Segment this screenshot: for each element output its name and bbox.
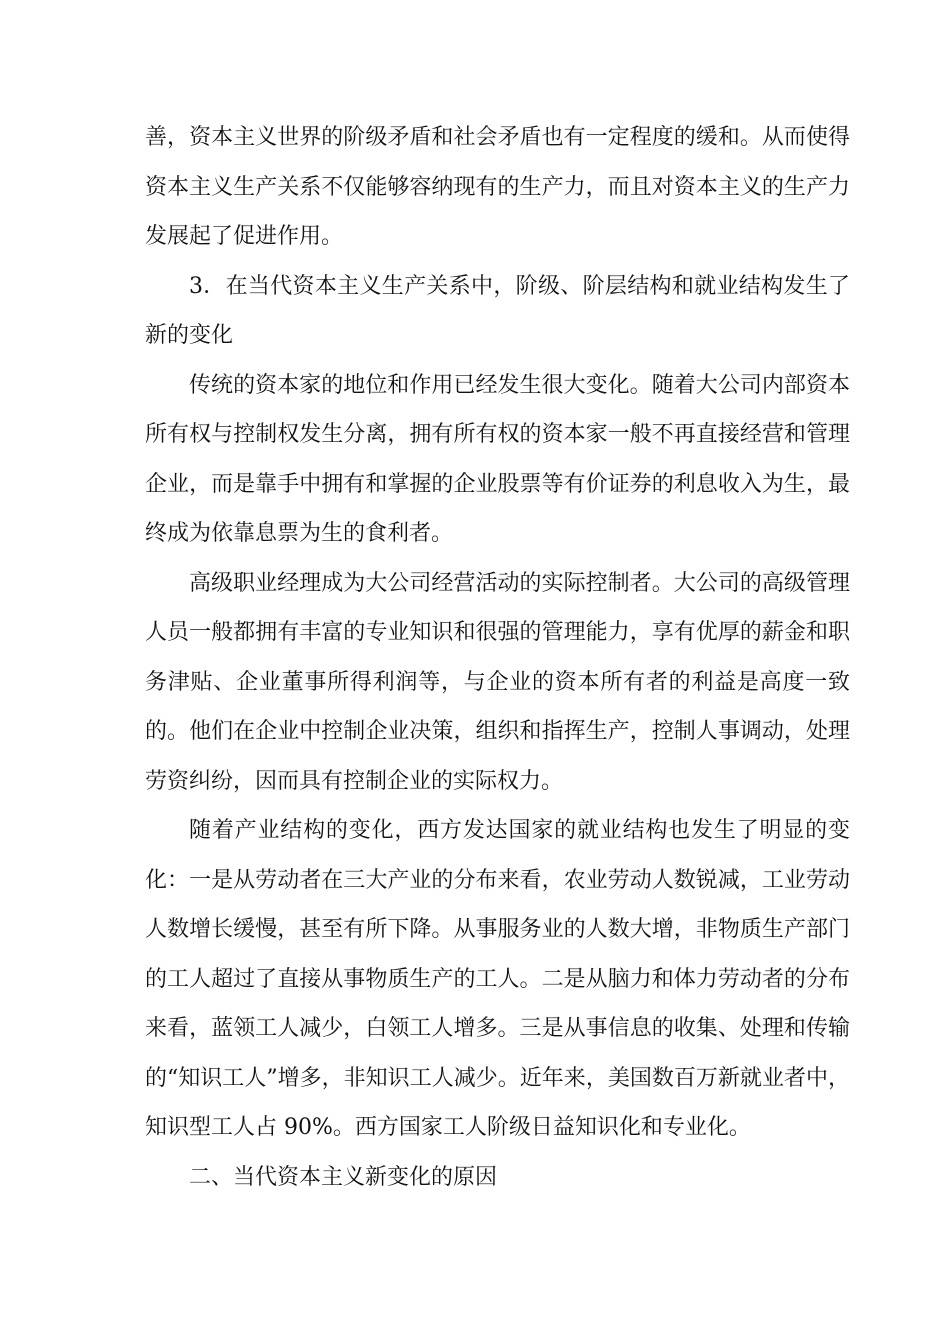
paragraph-capitalists: 传统的资本家的地位和作用已经发生很大变化。随着大公司内部资本所有权与控制权发生分离，拥有所有权的资本家一般不再直接经营和管理企业，而是靠手中拥有和掌握的企业股票等有价证券的利息收入为生，最终成为依靠息票为生的食利者。 xyxy=(145,372,850,546)
paragraph-employment: 随着产业结构的变化，西方发达国家的就业结构也发生了明显的变化：一是从劳动者在三大产业的分布来看，农业劳动人数锐减，工业劳动人数增长缓慢，甚至有所下降。从事服务业的人数大增，非物质生产部门的工人超过了直接从事物质生产的工人。二是从脑力和体力劳动者的分布来看，蓝领工人减少，白领工人增多。三是从事信息的收集、处理和传输的“知识工人”增多，非知识工人减少。近年来，美国数百万新就业者中，知识型工人占 90%。西方国家工人阶级日益知识化和专业化。 xyxy=(145,818,850,1140)
section-heading-2: 二、当代资本主义新变化的原因 xyxy=(189,1164,498,1190)
paragraph-continuation: 善，资本主义世界的阶级矛盾和社会矛盾也有一定程度的缓和。从而使得资本主义生产关系不仅能够容纳现有的生产力，而且对资本主义的生产力发展起了促进作用。 xyxy=(145,125,850,249)
section-heading-3: 3．在当代资本主义生产关系中，阶级、阶层结构和就业结构发生了新的变化 xyxy=(145,273,850,348)
body-text xyxy=(145,113,850,1202)
paragraph-managers: 高级职业经理成为大公司经营活动的实际控制者。大公司的高级管理人员一般都拥有丰富的专业知识和很强的管理能力，享有优厚的薪金和职务津贴、企业董事所得利润等，与企业的资本所有者的利益是高度一致的。他们在企业中控制企业决策，组织和指挥生产，控制人事调动，处理劳资纠纷，因而具有控制企业的实际权力。 xyxy=(145,570,850,794)
